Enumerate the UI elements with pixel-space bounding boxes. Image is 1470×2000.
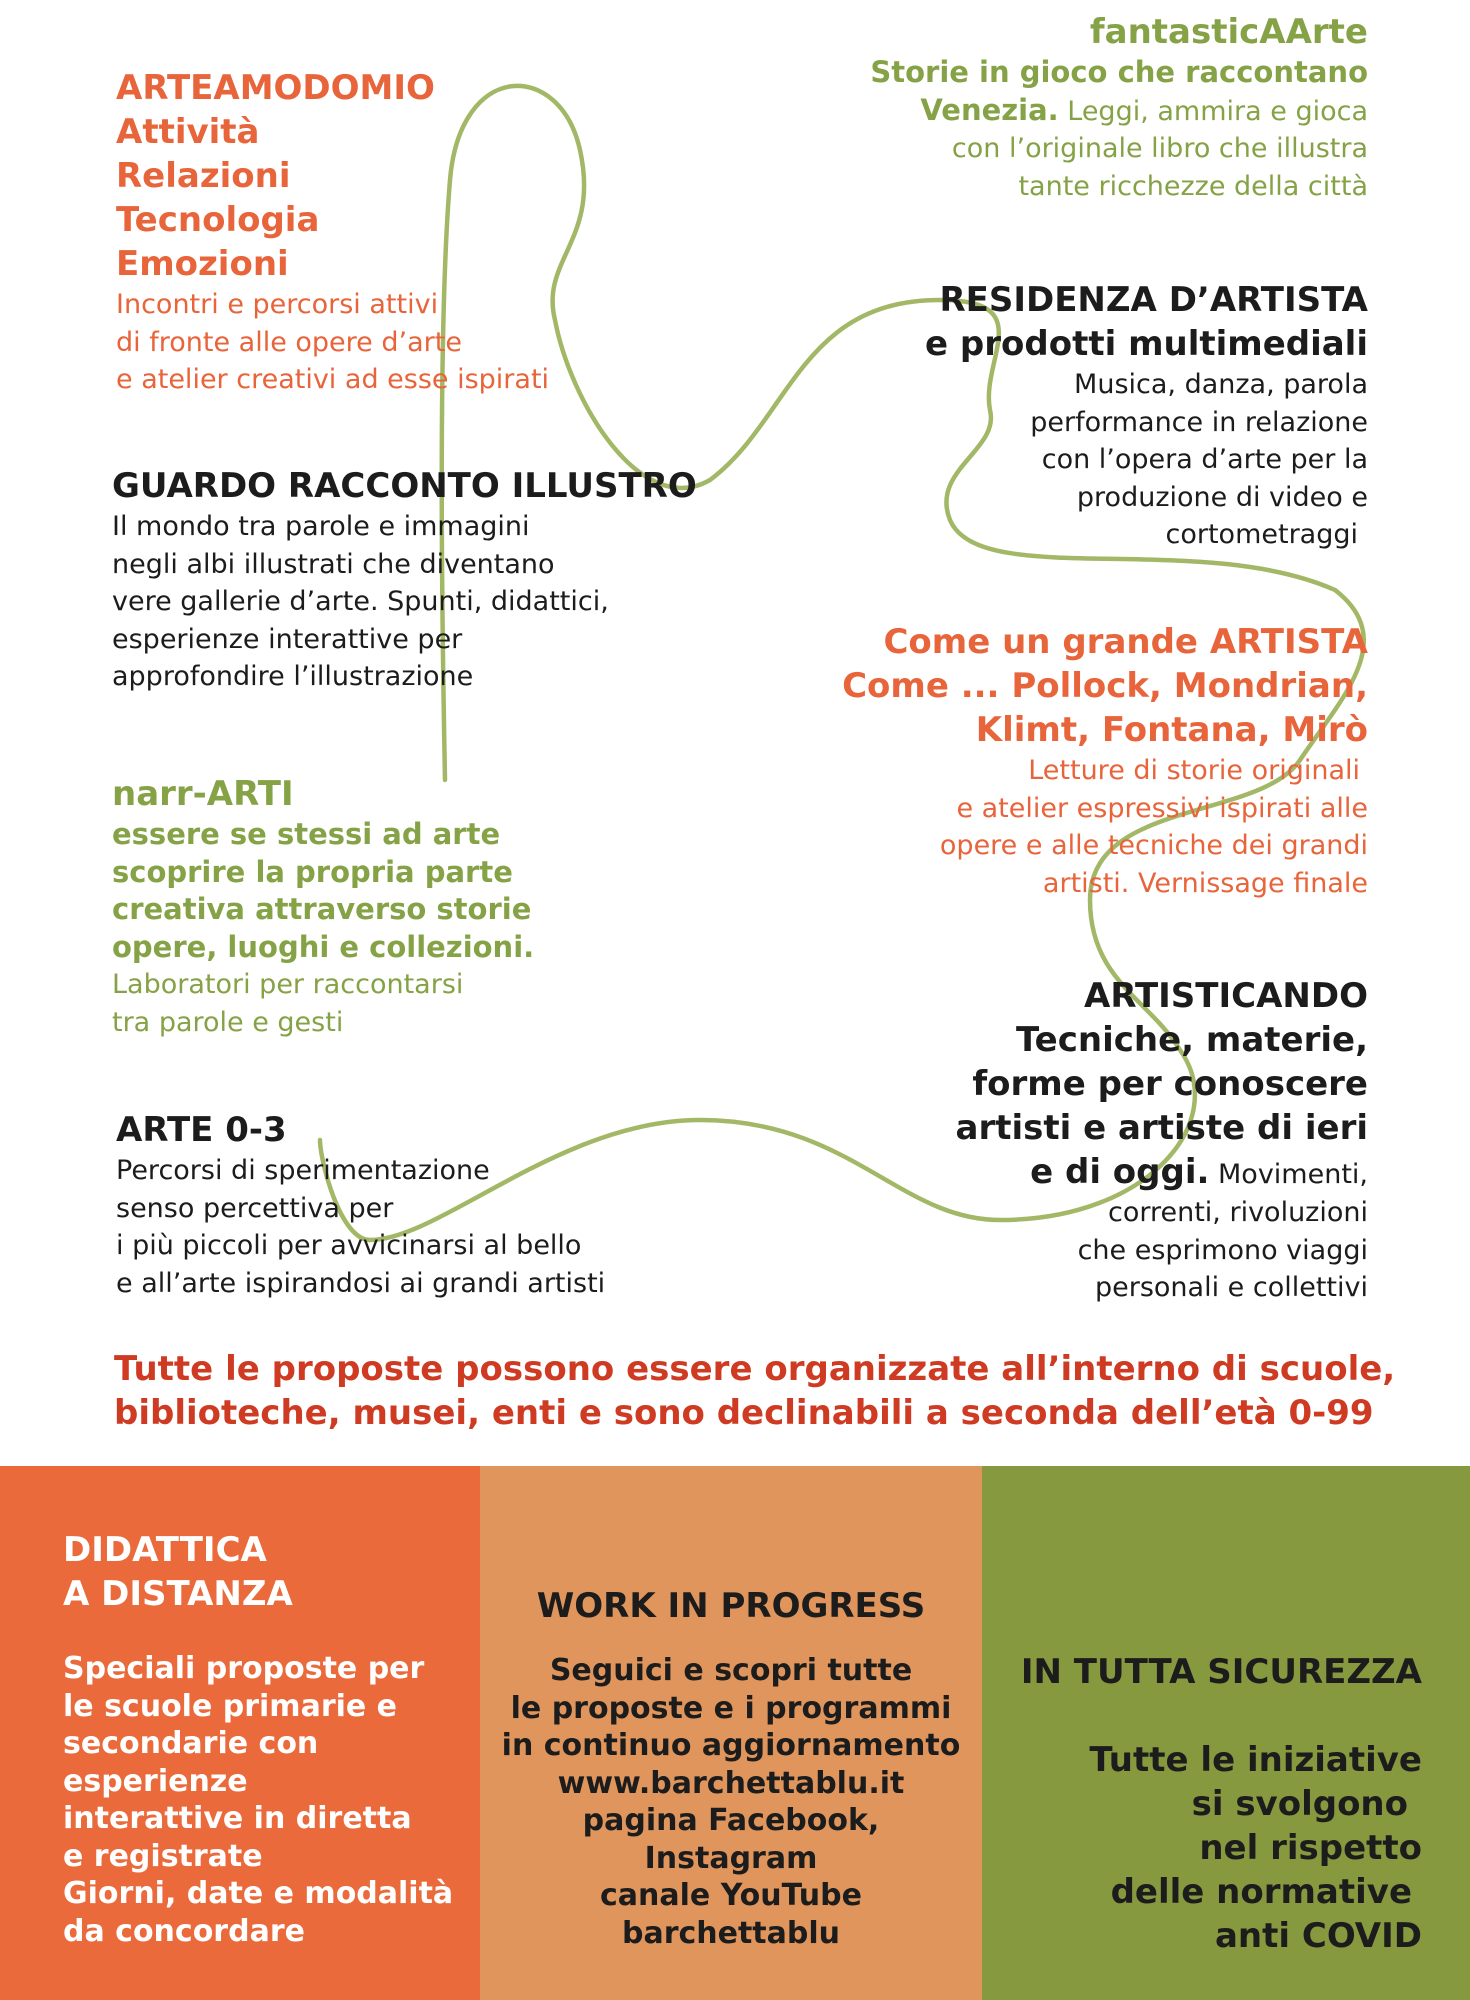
grande-body-line: e atelier espressivi ispirati alle	[956, 792, 1368, 824]
grande-body-line: opere e alle tecniche dei grandi	[939, 830, 1368, 861]
footer-work-panel	[480, 1466, 982, 2000]
didattica-body-line: esperienze	[63, 1763, 248, 1799]
narr-lead-line: opere, luoghi e collezioni.	[112, 929, 535, 964]
fantastica-lead-line: Venezia.	[920, 92, 1059, 127]
artisticando-lead-line: Tecniche, materie,	[1015, 1020, 1368, 1060]
didattica-body-line: le scuole primarie e	[63, 1688, 398, 1724]
narr-body-line: Laboratori per raccontarsi	[112, 969, 464, 1000]
work-body-line: le proposte e i programmi	[510, 1690, 952, 1726]
fantastica-lead-tail: Leggi, ammira e gioca	[1058, 95, 1368, 127]
didattica-body-line: Giorni, date e modalità	[63, 1876, 454, 1911]
guardo-body-line: vere gallerie d’arte. Spunti, didattici,	[112, 586, 609, 617]
residenza-body-line: con l’opera d’arte per la	[1041, 444, 1368, 475]
arteamodomio-body-line: di fronte alle opere d’arte	[116, 326, 462, 358]
arteamodomio-subtitle-line: Attività	[116, 112, 260, 152]
residenza-body-line: produzione di video e	[1076, 481, 1368, 513]
fantastica-body-line: con l’originale libro che illustra	[951, 133, 1368, 164]
artisticando-body-line: che esprimono viaggi	[1077, 1234, 1368, 1266]
arte03-title: ARTE 0-3	[116, 1110, 287, 1150]
sicurezza-body-line: nel rispetto	[1199, 1828, 1422, 1868]
didattica-title-line: DIDATTICA	[63, 1530, 267, 1570]
artisticando-lead-tail: Movimenti,	[1209, 1159, 1368, 1190]
arte-03-section	[116, 1108, 605, 1302]
artisticando-body-line: correnti, rivoluzioni	[1108, 1197, 1368, 1228]
arteamodomio-body-line: Incontri e percorsi attivi	[116, 289, 439, 320]
arte03-body-line: senso percettiva per	[116, 1192, 394, 1224]
artisticando-body-line: personali e collettivi	[1094, 1272, 1368, 1303]
didattica-body-line: e registrate	[63, 1838, 263, 1874]
didattica-body-line: Speciali proposte per	[63, 1651, 425, 1686]
didattica-body-line: interattive in diretta	[63, 1801, 412, 1836]
sicurezza-body-line: Tutte le iniziative	[1089, 1740, 1422, 1780]
didattica-title-line: A DISTANZA	[63, 1574, 293, 1614]
work-body-line: barchettablu	[621, 1915, 841, 1951]
grande-title-line: Come ... Pollock, Mondrian,	[842, 666, 1368, 706]
footer-didattica-panel	[0, 1466, 480, 2000]
artisticando-section	[956, 974, 1368, 1307]
narr-lead-line: essere se stessi ad arte	[112, 817, 501, 851]
arte03-body-line: i più piccoli per avvicinarsi al bello	[116, 1230, 582, 1261]
arteamodomio-title: ARTEAMODOMIO	[116, 68, 435, 108]
residenza-body-line: Musica, danza, parola	[1074, 369, 1368, 400]
guardo-body-line: approfondire l’illustrazione	[112, 661, 474, 692]
guardo-body-line: Il mondo tra parole e immagini	[112, 511, 530, 542]
narr-lead-line: scoprire la propria parte	[112, 854, 513, 889]
notice-line: biblioteche, musei, enti e sono declinabili a seconda dell’età 0-99	[114, 1393, 1374, 1433]
artisticando-lead-line: forme per conoscere	[972, 1064, 1368, 1104]
sicurezza-body-line: anti COVID	[1214, 1916, 1422, 1956]
work-body-line: canale YouTube	[600, 1878, 862, 1913]
grande-title-line: Klimt, Fontana, Mirò	[975, 710, 1368, 750]
sicurezza-body-line: delle normative	[1110, 1872, 1412, 1912]
artisticando-lead-line: artisti e artiste di ieri	[955, 1108, 1368, 1148]
grande-artista-section	[842, 620, 1368, 902]
grande-body-line: artisti. Vernissage finale	[1042, 867, 1368, 899]
fantastica-lead-line: Storie in gioco che raccontano	[870, 55, 1368, 89]
residenza-section	[925, 278, 1368, 554]
residenza-title-line: RESIDENZA D’ARTISTA	[939, 280, 1368, 320]
arteamodomio-subtitle-line: Emozioni	[116, 244, 289, 284]
notice-line: Tutte le proposte possono essere organizzate all’interno di scuole,	[114, 1349, 1396, 1389]
sicurezza-body-line: si svolgono	[1191, 1784, 1408, 1824]
sicurezza-title: IN TUTTA SICUREZZA	[1020, 1652, 1422, 1692]
residenza-body-line: performance in relazione	[1030, 406, 1368, 438]
age-notice	[114, 1347, 1395, 1435]
guardo-title: GUARDO RACCONTO ILLUSTRO	[112, 466, 697, 506]
arte03-body-line: Percorsi di sperimentazione	[116, 1155, 490, 1186]
guardo-body-line: negli albi illustrati che diventano	[112, 548, 555, 580]
arteamodomio-body-line: e atelier creativi ad esse ispirati	[116, 364, 550, 395]
narr-body-line: tra parole e gesti	[112, 1006, 344, 1038]
grande-title-line: Come un grande ARTISTA	[883, 622, 1368, 662]
arteamodomio-section	[116, 66, 549, 399]
guardo-section	[112, 464, 697, 696]
footer-band	[0, 1466, 1470, 2000]
artisticando-lead-line: e di oggi.	[1030, 1152, 1210, 1192]
narr-title: narr-ARTI	[112, 774, 294, 814]
didattica-body-line: secondarie con	[63, 1726, 319, 1761]
footer-sicurezza-panel	[982, 1466, 1470, 2000]
fantastica-section	[870, 10, 1368, 205]
work-body-line: in continuo aggiornamento	[501, 1728, 961, 1763]
fantastica-body-line: tante ricchezze della città	[1018, 170, 1368, 202]
narr-lead-line: creativa attraverso storie	[112, 892, 532, 926]
guardo-body-line: esperienze interattive per	[112, 623, 463, 655]
fantastica-title: fantasticAArte	[1089, 12, 1368, 52]
didattica-body-line: da concordare	[63, 1913, 305, 1949]
artisticando-title: ARTISTICANDO	[1084, 976, 1368, 1016]
residenza-body-line: cortometraggi	[1165, 519, 1358, 550]
website-link[interactable]: www.barchettablu.it	[557, 1765, 905, 1801]
work-body-line: Seguici e scopri tutte	[549, 1653, 913, 1688]
arte03-body-line: e all’arte ispirandosi ai grandi artisti	[116, 1267, 606, 1299]
residenza-title-line: e prodotti multimediali	[925, 324, 1368, 364]
arteamodomio-subtitle-line: Tecnologia	[116, 200, 320, 240]
narr-arti-section	[112, 772, 534, 1041]
arteamodomio-subtitle-line: Relazioni	[116, 156, 291, 196]
work-body-line: pagina Facebook,	[582, 1803, 880, 1838]
work-title: WORK IN PROGRESS	[536, 1586, 926, 1626]
grande-body-line: Letture di storie originali	[1028, 755, 1360, 786]
work-body-line: Instagram	[644, 1840, 818, 1876]
